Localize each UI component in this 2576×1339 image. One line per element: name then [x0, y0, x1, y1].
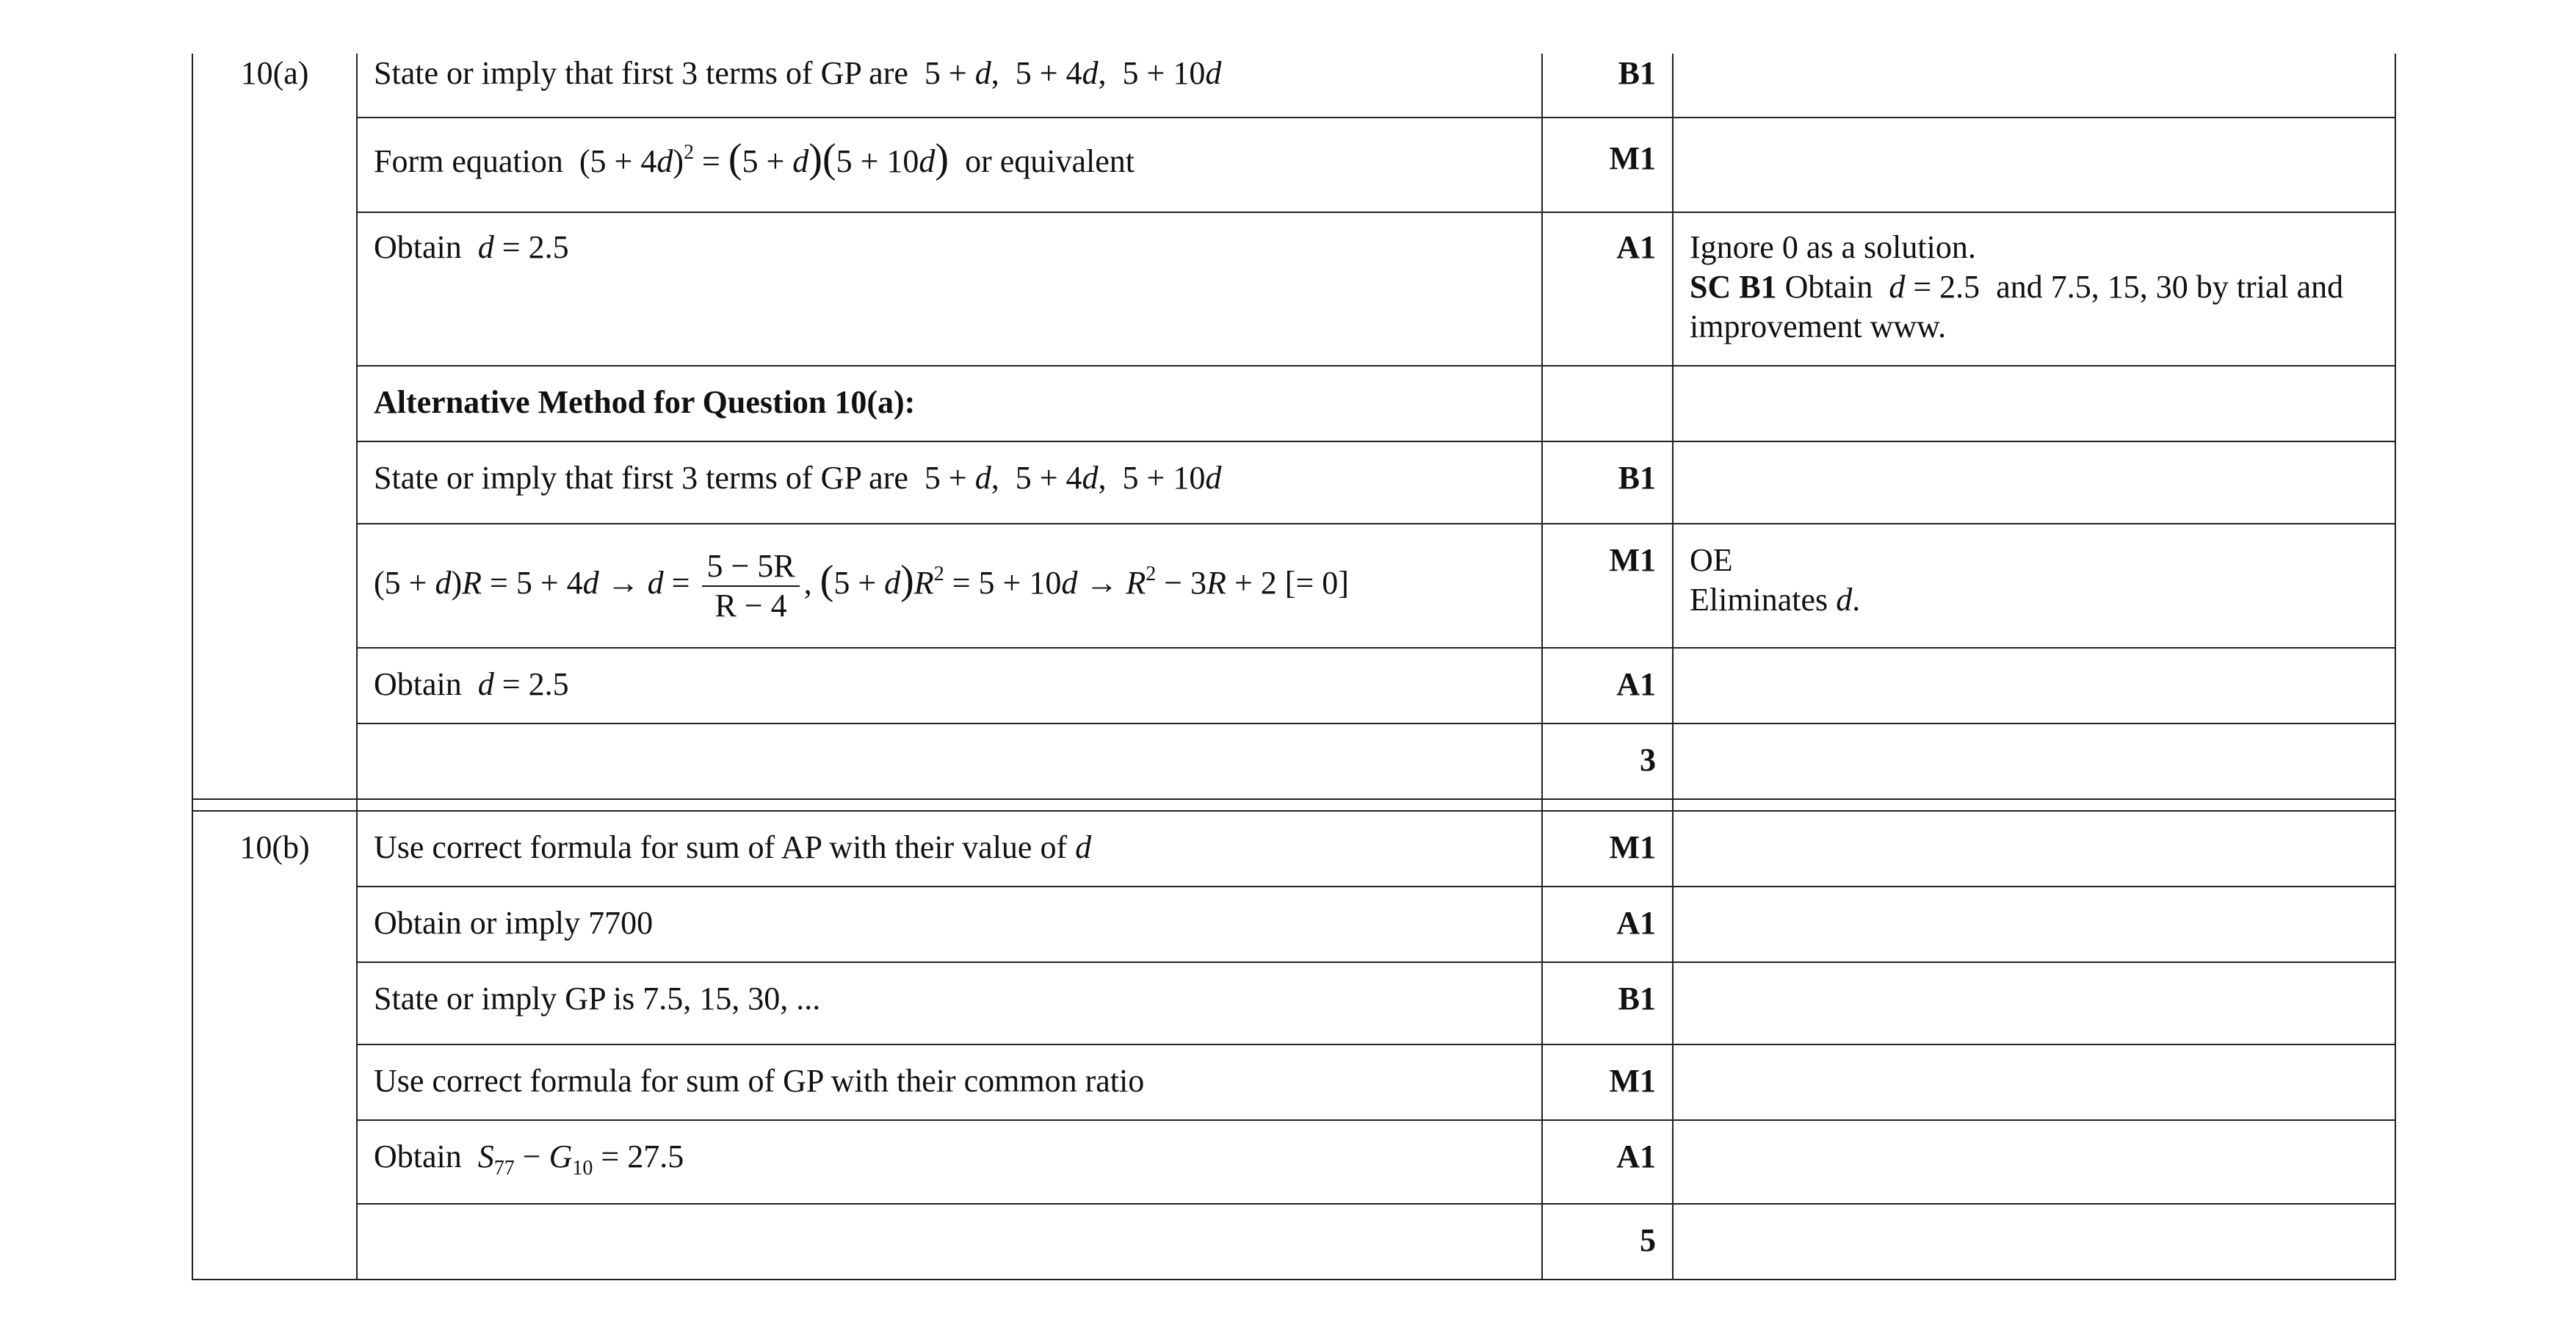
guidance-cell	[1673, 887, 2395, 962]
mark-scheme-table-frame	[192, 54, 2395, 1287]
marks-cell: M1	[1542, 811, 1673, 887]
guidance-cell	[1673, 54, 2395, 118]
answer-cell: State or imply GP is 7.5, 15, 30, ...	[357, 962, 1542, 1044]
answer-text-trail: or equivalent	[965, 143, 1135, 179]
answer-text: Obtain	[374, 229, 462, 265]
answer-cell: Obtain d = 2.5	[357, 648, 1542, 723]
table-row	[192, 887, 2395, 962]
guidance-cell	[1673, 648, 2395, 723]
table-row	[192, 1204, 2395, 1280]
marks-cell	[1542, 366, 1673, 441]
guidance-text: Obtain	[1784, 269, 1873, 305]
guidance-text: and 7.5, 15, 30 by trial and	[1996, 269, 2344, 305]
guidance-cell	[1673, 212, 2395, 366]
answer-cell	[357, 118, 1542, 212]
question-label-10a: 10(a)	[192, 54, 357, 799]
guidance-line: OE	[1690, 542, 1733, 578]
table-row	[192, 648, 2395, 723]
answer-cell	[357, 524, 1542, 648]
guidance-cell	[1673, 962, 2395, 1044]
table-row	[192, 366, 2395, 441]
equation: $(5 + 4d)^2 = (5 + d)(5 + 10d)$	[579, 136, 949, 181]
answer-cell: Use correct formula for sum of GP with their common ratio	[357, 1044, 1542, 1120]
table-row	[192, 54, 2395, 118]
guidance-cell	[1673, 1204, 2395, 1280]
part-separator	[192, 799, 2395, 811]
table-row	[192, 1044, 2395, 1120]
guidance-cell	[1673, 1120, 2395, 1204]
table-row	[192, 811, 2395, 887]
guidance-line: SC B1 Obtain d = 2.5 and 7.5, 15, 30 by trial and	[1690, 269, 2344, 305]
guidance-cell	[1673, 366, 2395, 441]
guidance-cell	[1673, 723, 2395, 799]
marks-cell: M1	[1542, 1044, 1673, 1120]
equation: d = 2.5	[477, 229, 569, 265]
marks-cell: B1	[1542, 441, 1673, 524]
answer-text: Form equation	[374, 143, 563, 179]
marks-cell: B1	[1542, 54, 1673, 118]
mark-scheme-table	[192, 54, 2396, 1280]
equation: $S_{77} - G_{10} = 27.5$	[477, 1138, 684, 1180]
marks-cell: A1	[1542, 887, 1673, 962]
question-label-10b: 10(b)	[192, 811, 357, 1280]
marks-cell: M1	[1542, 118, 1673, 212]
answer-cell: Obtain $S_{77} - G_{10} = 27.5$	[357, 1120, 1542, 1204]
gp-terms: 5 + d, 5 + 4d, 5 + 10d	[924, 55, 1222, 91]
guidance-line: Ignore 0 as a solution.	[1690, 229, 1976, 265]
table-row	[192, 212, 2395, 366]
table-row	[192, 118, 2395, 212]
guidance-cell	[1673, 118, 2395, 212]
answer-cell	[357, 212, 1542, 366]
answer-cell: State or imply that first 3 terms of GP are 5 + d, 5 + 4d, 5 + 10d	[357, 441, 1542, 524]
guidance-line: improvement www.	[1690, 308, 1947, 344]
guidance-cell	[1673, 811, 2395, 887]
special-case-label: SC B1	[1690, 269, 1777, 305]
guidance-cell	[1673, 441, 2395, 524]
marks-cell: A1	[1542, 1120, 1673, 1204]
answer-cell	[357, 1204, 1542, 1280]
fraction: $\frac{5 - 5R}{R - 4}$	[702, 547, 799, 625]
total-marks-cell: 5	[1542, 1204, 1673, 1280]
answer-cell	[357, 54, 1542, 118]
table-row	[192, 524, 2395, 648]
equation: (5 + d)R = 5 + 4d → d = $\frac{5 - 5R}{R - 4}$ , $(5 + d)R^2 = 5 + 10d \to R^2 - 3R + 2$ [= 0]	[374, 547, 1349, 624]
total-marks-cell: 3	[1542, 723, 1673, 799]
guidance-cell	[1673, 1044, 2395, 1120]
table-row	[192, 441, 2395, 524]
marks-cell: A1	[1542, 648, 1673, 723]
table-row	[192, 723, 2395, 799]
answer-cell: Use correct formula for sum of AP with their value of d	[357, 811, 1542, 887]
answer-cell: Obtain or imply 7700	[357, 887, 1542, 962]
marks-cell: B1	[1542, 962, 1673, 1044]
answer-text: Obtain	[374, 666, 462, 702]
answer-text: State or imply that first 3 terms of GP are	[374, 55, 908, 91]
answer-cell	[357, 723, 1542, 799]
guidance-line: Eliminates d.	[1690, 582, 1861, 618]
marks-cell: A1	[1542, 212, 1673, 366]
alternative-method-heading: Alternative Method for Question 10(a):	[357, 366, 1542, 441]
answer-text: State or imply that first 3 terms of GP are	[374, 460, 908, 496]
marks-cell: M1	[1542, 524, 1673, 648]
guidance-cell	[1673, 524, 2395, 648]
table-row	[192, 962, 2395, 1044]
table-row	[192, 1120, 2395, 1204]
